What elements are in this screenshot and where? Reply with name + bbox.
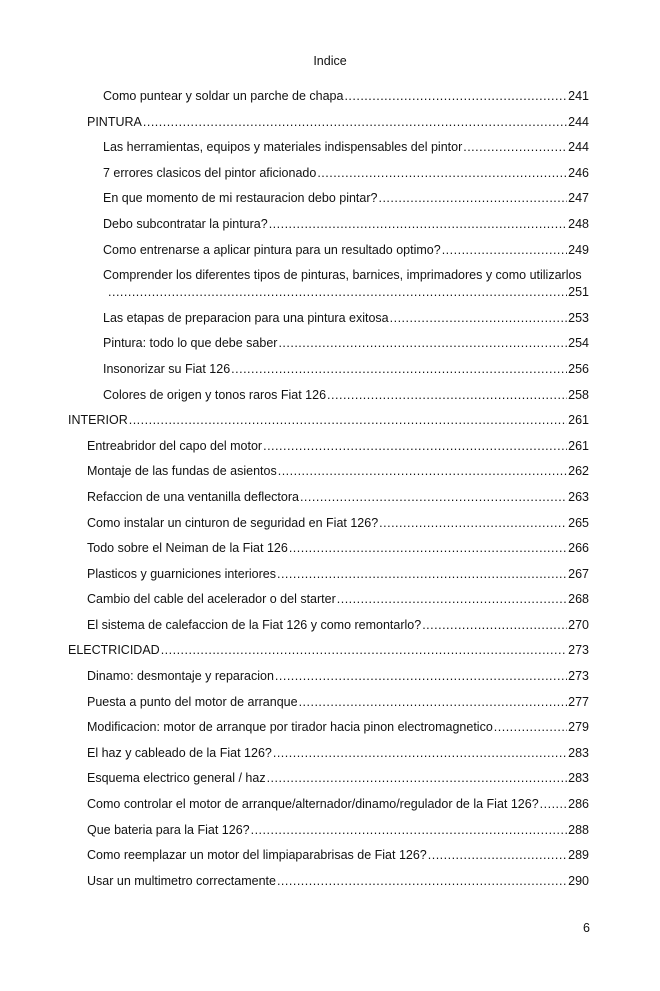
toc-entry[interactable] <box>103 310 660 327</box>
toc-entry-title: Como entrenarse a aplicar pintura para un resultado optimo? <box>103 242 441 257</box>
toc-entry-page: 283 <box>568 771 589 786</box>
toc-entry-page: 258 <box>568 387 589 402</box>
toc-entry[interactable] <box>103 139 660 156</box>
toc-entry-page: 288 <box>568 822 589 837</box>
toc-entry[interactable] <box>87 617 660 634</box>
toc-entry-title: Plasticos y guarniciones interiores <box>87 566 276 581</box>
toc-entry[interactable] <box>87 566 660 583</box>
toc-leader-dots <box>277 566 567 583</box>
toc-entry-title: Colores de origen y tonos raros Fiat 126 <box>103 387 327 402</box>
toc-entry[interactable] <box>103 165 660 182</box>
toc-entry-page: 253 <box>568 310 589 325</box>
toc-leader-dots <box>161 642 567 659</box>
toc-entry[interactable] <box>87 114 660 131</box>
toc-entry-title: Todo sobre el Neiman de la Fiat 126 <box>87 541 288 556</box>
toc-entry[interactable] <box>103 361 660 378</box>
toc-leader-dots <box>540 796 567 813</box>
toc-entry-title: Las herramientas, equipos y materiales indispensables del pintor <box>103 140 463 155</box>
toc-entry-title: 7 errores clasicos del pintor aficionado <box>103 165 317 180</box>
toc-entry-title: PINTURA <box>87 114 142 129</box>
toc-leader-dots <box>390 310 568 327</box>
toc-entry-title: Insonorizar su Fiat 126 <box>103 361 231 376</box>
toc-entry[interactable] <box>103 216 660 233</box>
toc-leader-dots <box>289 540 567 557</box>
table-of-contents <box>0 88 660 898</box>
toc-leader-dots <box>278 463 567 480</box>
toc-entry-title: Entreabridor del capo del motor <box>87 438 263 453</box>
toc-leader-dots <box>327 387 567 404</box>
toc-entry-title: Como instalar un cinturon de seguridad en Fiat 126? <box>87 515 379 530</box>
toc-entry-page: 273 <box>568 669 589 684</box>
page-header: Indice <box>313 54 347 68</box>
toc-entry-title: Dinamo: desmontaje y reparacion <box>87 669 274 684</box>
toc-entry-page: 267 <box>568 566 589 581</box>
toc-leader-dots <box>317 165 567 182</box>
toc-entry[interactable] <box>87 796 660 813</box>
toc-leader-dots <box>300 489 567 506</box>
toc-entry-page: 244 <box>568 114 589 129</box>
toc-entry-page: 290 <box>568 873 589 888</box>
toc-entry-title: Cambio del cable del acelerador o del starter <box>87 592 336 607</box>
toc-leader-dots <box>494 719 567 736</box>
toc-entry-title: Como reemplazar un motor del limpiaparabrisas de Fiat 126? <box>87 848 427 863</box>
toc-entry-page: 248 <box>568 216 589 231</box>
toc-leader-dots <box>337 591 567 608</box>
toc-entry-title: Debo subcontratar la pintura? <box>103 216 268 231</box>
toc-entry-page: 262 <box>568 464 589 479</box>
toc-entry-page: 270 <box>568 617 589 632</box>
page-number: 6 <box>583 921 590 935</box>
toc-entry-page: 283 <box>568 745 589 760</box>
toc-entry-page: 279 <box>568 720 589 735</box>
toc-leader-dots <box>251 822 568 839</box>
toc-entry[interactable] <box>103 335 660 352</box>
toc-entry-title: Modificacion: motor de arranque por tirador hacia pinon electromagnetico <box>87 720 493 735</box>
toc-leader-dots <box>463 139 567 156</box>
toc-leader-dots <box>277 873 567 890</box>
toc-leader-dots <box>299 694 568 711</box>
toc-entry-page: 277 <box>568 694 589 709</box>
toc-leader-dots <box>378 190 567 207</box>
toc-entry[interactable] <box>87 489 660 506</box>
toc-entry-title: Pintura: todo lo que debe saber <box>103 336 278 351</box>
toc-entry-page: 241 <box>568 89 589 103</box>
toc-leader-dots <box>263 438 567 455</box>
toc-entry[interactable] <box>103 387 660 404</box>
toc-entry-page: 246 <box>568 165 589 180</box>
toc-entry[interactable] <box>87 873 660 890</box>
toc-entry[interactable] <box>68 642 660 659</box>
toc-leader-dots <box>379 515 567 532</box>
toc-leader-dots <box>422 617 567 634</box>
toc-entry-title: Montaje de las fundas de asientos <box>87 464 277 479</box>
toc-entry-title: El sistema de calefaccion de la Fiat 126 y como remontarlo? <box>87 617 422 632</box>
toc-leader-dots <box>442 242 567 259</box>
toc-entry-page: 273 <box>568 643 589 658</box>
toc-entry-page: 265 <box>568 515 589 530</box>
toc-entry-page: 256 <box>568 361 589 376</box>
toc-entry-page: 263 <box>568 489 589 504</box>
toc-entry-title: Esquema electrico general / haz <box>87 771 266 786</box>
toc-leader-dots <box>278 335 567 352</box>
toc-leader-dots <box>129 412 567 429</box>
toc-entry[interactable] <box>87 719 660 736</box>
toc-entry[interactable] <box>103 88 660 105</box>
toc-entry-title: Usar un multimetro correctamente <box>87 873 276 888</box>
toc-entry[interactable] <box>87 745 660 762</box>
toc-entry-page: 286 <box>568 797 589 812</box>
toc-entry-title: Las etapas de preparacion para una pintura exitosa <box>103 310 389 325</box>
toc-entry[interactable] <box>103 242 660 259</box>
toc-leader-dots <box>344 88 567 105</box>
toc-entry-page: 251 <box>568 285 589 300</box>
toc-leader-dots <box>269 216 567 233</box>
toc-entry-page: 254 <box>568 336 589 351</box>
toc-entry[interactable] <box>87 847 660 864</box>
toc-entry[interactable] <box>87 438 660 455</box>
toc-leader-dots <box>273 745 567 762</box>
toc-entry-title: Como controlar el motor de arranque/alternador/dinamo/regulador de la Fiat 126? <box>87 797 539 812</box>
toc-entry-page: 261 <box>568 438 589 453</box>
toc-entry[interactable] <box>103 190 660 207</box>
toc-entry[interactable] <box>87 770 660 787</box>
toc-entry-page: 247 <box>568 191 589 206</box>
toc-entry-title: ELECTRICIDAD <box>68 643 160 658</box>
toc-entry-page: 289 <box>568 848 589 863</box>
toc-entry-title: Que bateria para la Fiat 126? <box>87 822 250 837</box>
toc-leader-dots <box>108 284 567 301</box>
toc-leader-dots <box>143 114 567 131</box>
toc-entry-page: 249 <box>568 242 589 257</box>
toc-entry-page: 266 <box>568 541 589 556</box>
toc-leader-dots <box>428 847 567 864</box>
toc-leader-dots <box>267 770 568 787</box>
toc-entry[interactable] <box>87 540 660 557</box>
toc-entry-title: Puesta a punto del motor de arranque <box>87 694 298 709</box>
toc-entry-page: 268 <box>568 592 589 607</box>
toc-entry[interactable] <box>87 694 660 711</box>
toc-entry[interactable] <box>87 463 660 480</box>
toc-entry-title: El haz y cableado de la Fiat 126? <box>87 745 272 760</box>
toc-entry[interactable] <box>87 515 660 532</box>
toc-leader-dots <box>275 668 567 685</box>
toc-entry-title: INTERIOR <box>68 413 128 428</box>
toc-entry-title: Como puntear y soldar un parche de chapa <box>103 89 344 103</box>
toc-entry-page: 261 <box>568 413 589 428</box>
toc-leader-dots <box>231 361 567 378</box>
toc-entry-title: En que momento de mi restauracion debo pintar? <box>103 191 378 206</box>
toc-entry[interactable] <box>68 412 660 429</box>
toc-entry-page: 244 <box>568 140 589 155</box>
toc-entry[interactable] <box>87 668 660 685</box>
toc-entry[interactable] <box>87 822 660 839</box>
toc-entry-title: Comprender los diferentes tipos de pinturas, barnices, imprimadores y como utilizarlos <box>103 268 582 283</box>
toc-entry-title: Refaccion de una ventanilla deflectora <box>87 489 299 504</box>
toc-entry[interactable] <box>87 591 660 608</box>
toc-entry[interactable] <box>103 267 660 301</box>
